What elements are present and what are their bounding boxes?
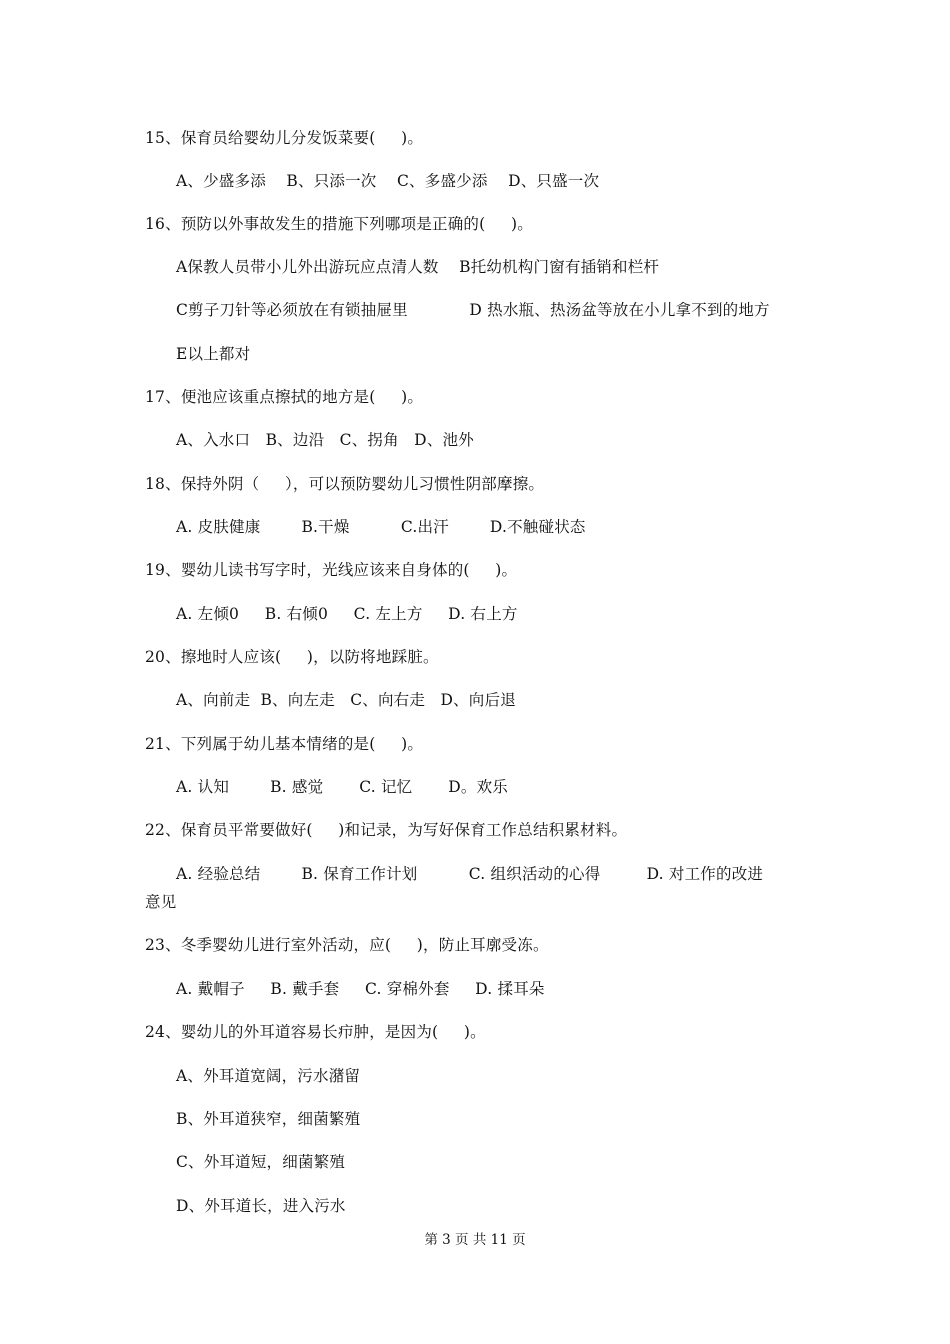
question-15-options: A、少盛多添 B、只添一次 C、多盛少添 D、只盛一次	[176, 172, 600, 190]
question-24-option-c: C、外耳道短，细菌繁殖	[176, 1153, 346, 1171]
question-20-stem: 20、擦地时人应该( )，以防将地踩脏。	[145, 648, 439, 666]
question-16-options-line-2: C剪子刀针等必须放在有锁抽屉里 D 热水瓶、热汤盆等放在小儿拿不到的地方	[176, 301, 770, 319]
question-24-stem: 24、婴幼儿的外耳道容易长疖肿，是因为( )。	[145, 1023, 486, 1041]
question-24-option-d: D、外耳道长，进入污水	[176, 1197, 346, 1215]
question-16-stem: 16、预防以外事故发生的措施下列哪项是正确的( )。	[145, 215, 533, 233]
question-18-options: A. 皮肤健康 B.干燥 C.出汗 D.不触碰状态	[176, 518, 586, 536]
question-22-options: A. 经验总结 B. 保育工作计划 C. 组织活动的心得 D. 对工作的改进	[176, 865, 764, 883]
question-20-options: A、向前走 B、向左走 C、向右走 D、向后退	[176, 691, 516, 709]
question-16-options-line-1: A保教人员带小儿外出游玩应点清人数 B托幼机构门窗有插销和栏杆	[176, 258, 660, 276]
question-18-stem: 18、保持外阴（ ），可以预防婴幼儿习惯性阴部摩擦。	[145, 475, 545, 493]
question-22-options-continuation: 意见	[145, 893, 177, 911]
question-17-options: A、入水口 B、边沿 C、拐角 D、池外	[176, 431, 474, 449]
question-21-options: A. 认知 B. 感觉 C. 记忆 D。欢乐	[176, 778, 508, 796]
question-24-option-b: B、外耳道狭窄，细菌繁殖	[176, 1110, 361, 1128]
question-23-stem: 23、冬季婴幼儿进行室外活动，应( )，防止耳廓受冻。	[145, 936, 549, 954]
question-21-stem: 21、下列属于幼儿基本情绪的是( )。	[145, 735, 424, 753]
page-number-footer: 第 3 页 共 11 页	[424, 1232, 526, 1248]
question-24-option-a: A、外耳道宽阔，污水潴留	[176, 1067, 361, 1085]
question-23-options: A. 戴帽子 B. 戴手套 C. 穿棉外套 D. 揉耳朵	[176, 980, 545, 998]
question-19-stem: 19、婴幼儿读书写字时，光线应该来自身体的( )。	[145, 561, 518, 579]
question-15-stem: 15、保育员给婴幼儿分发饭菜要( )。	[145, 129, 424, 147]
question-22-stem: 22、保育员平常要做好( )和记录，为写好保育工作总结积累材料。	[145, 821, 628, 839]
question-19-options: A. 左倾0 B. 右倾0 C. 左上方 D. 右上方	[176, 605, 518, 623]
question-16-options-line-3: E以上都对	[176, 345, 251, 363]
question-17-stem: 17、便池应该重点擦拭的地方是( )。	[145, 388, 424, 406]
